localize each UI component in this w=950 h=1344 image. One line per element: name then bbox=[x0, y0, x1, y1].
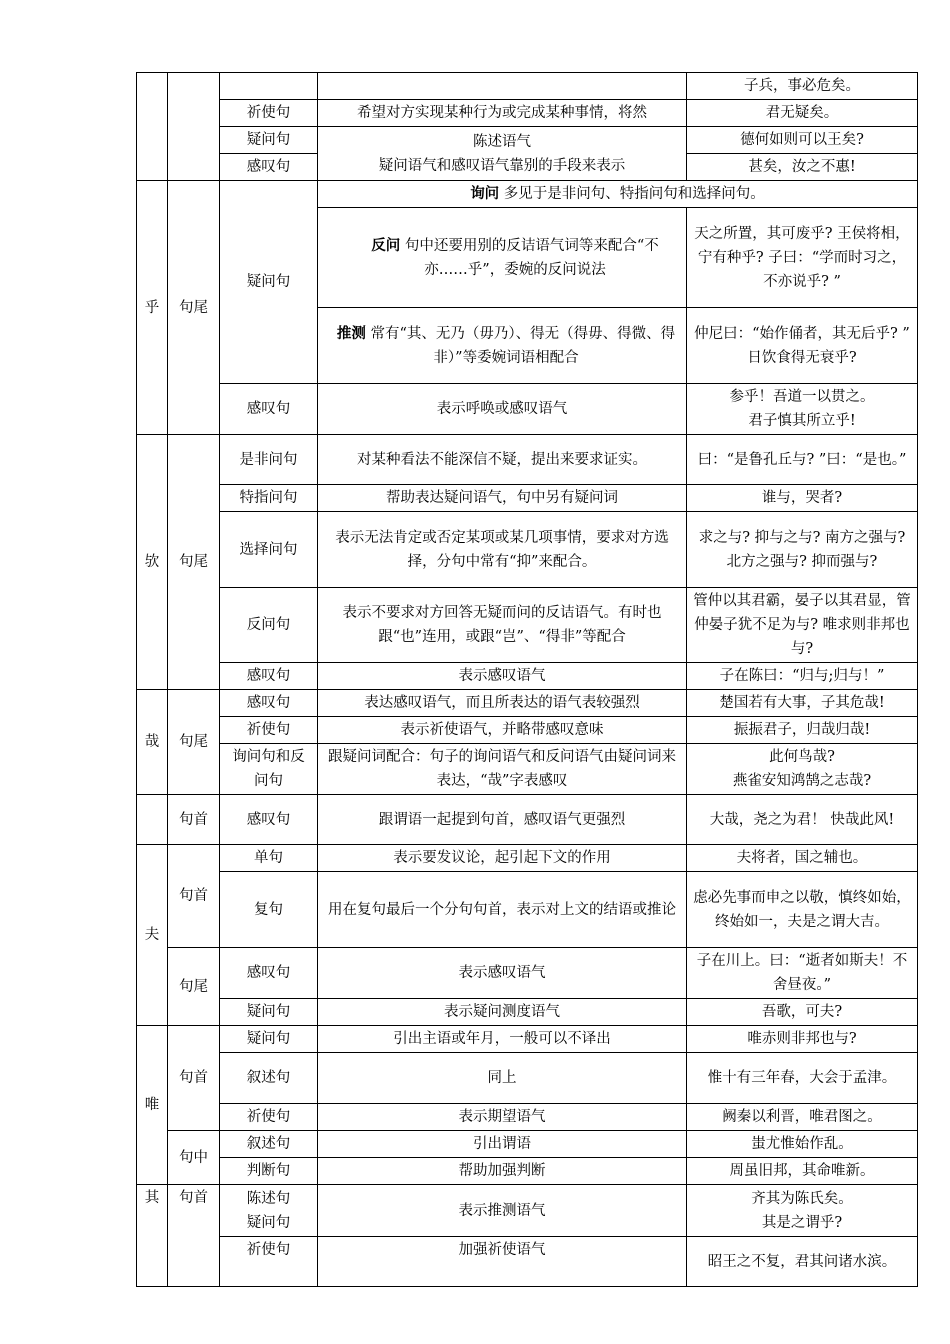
desc-cell: 表示祈使语气，并略带感叹意味 bbox=[318, 717, 687, 744]
example-cell: 君无疑矣。 bbox=[687, 100, 918, 127]
example-cell bbox=[687, 1185, 918, 1237]
example-cell: 吾歌，可夫? bbox=[687, 999, 918, 1026]
table-row bbox=[137, 435, 918, 485]
desc-text: 多见于是非问句、特指问句和选择问句。 bbox=[499, 186, 765, 202]
example-cell: 大哉，尧之为君！ 快哉此风! bbox=[687, 795, 918, 845]
type-cell: 叙述句 bbox=[220, 1131, 318, 1158]
example-cell: 子在川上。曰：“逝者如斯夫！不舍昼夜。” bbox=[687, 948, 918, 999]
table-row bbox=[137, 485, 918, 512]
table-row bbox=[137, 948, 918, 999]
table-row bbox=[137, 744, 918, 795]
desc-cell: 表示呼唤或感叹语气 bbox=[318, 384, 687, 435]
desc-text: 常有“其、无乃（毋乃）、得无（得毋、得微、得非）”等委婉词语相配合 bbox=[365, 325, 676, 366]
type-cell: 疑问句 bbox=[220, 181, 318, 384]
desc-cell: 跟谓语一起提到句首，感叹语气更强烈 bbox=[318, 795, 687, 845]
example-cell: 唯赤则非邦也与? bbox=[687, 1026, 918, 1053]
type-cell: 感叹句 bbox=[220, 948, 318, 999]
example-cell: 虑必先事而申之以敬，慎终如始，终始如一，夫是之谓大吉。 bbox=[687, 872, 918, 948]
word-cell: 夫 bbox=[137, 845, 168, 1026]
type-cell: 疑问句 bbox=[220, 999, 318, 1026]
position-cell: 句中 bbox=[168, 1131, 220, 1185]
table-row bbox=[137, 181, 918, 208]
desc-cell: 帮助表达疑问语气，句中另有疑问词 bbox=[318, 485, 687, 512]
example-cell bbox=[687, 384, 918, 435]
example-cell: 振振君子，归哉归哉! bbox=[687, 717, 918, 744]
table-row bbox=[137, 663, 918, 690]
desc-cell: 用在复句最后一个分句句首，表示对上文的结语或推论 bbox=[318, 872, 687, 948]
type-cell: 复句 bbox=[220, 872, 318, 948]
example-line: 此何鸟哉? bbox=[769, 749, 835, 765]
example-cell: 求之与? 抑与之与? 南方之强与? 北方之强与? 抑而强与? bbox=[687, 512, 918, 588]
type-cell: 祈使句 bbox=[220, 717, 318, 744]
type-line: 疑问句 bbox=[246, 1214, 291, 1231]
desc-cell: 表示无法肯定或否定某项或某几项事情，要求对方选择，分句中常有“抑”来配合。 bbox=[318, 512, 687, 588]
type-line: 陈述句 bbox=[246, 1190, 291, 1207]
position-cell: 句首 bbox=[168, 1185, 220, 1287]
table-row bbox=[137, 384, 918, 435]
example-line: 君子慎其所立乎! bbox=[748, 413, 856, 429]
table-row bbox=[137, 1131, 918, 1158]
table-row bbox=[137, 100, 918, 127]
desc-cell: 帮助加强判断 bbox=[318, 1158, 687, 1185]
example-cell: 夫将者，国之辅也。 bbox=[687, 845, 918, 872]
example-cell: 仲尼曰：“始作俑者，其无后乎? ” 日饮食得无衰乎? bbox=[687, 308, 918, 384]
word-cell bbox=[137, 73, 168, 181]
type-cell: 询问句和反问句 bbox=[220, 744, 318, 795]
position-cell: 句首 bbox=[168, 845, 220, 948]
example-line: 参乎！吾道一以贯之。 bbox=[729, 389, 875, 405]
desc-cell: 表示感叹语气 bbox=[318, 948, 687, 999]
type-cell: 感叹句 bbox=[220, 690, 318, 717]
type-cell: 感叹句 bbox=[220, 795, 318, 845]
example-cell: 甚矣，汝之不惠! bbox=[687, 154, 918, 181]
desc-cell: 希望对方实现某种行为或完成某种事情，将然 bbox=[318, 100, 687, 127]
table-row bbox=[137, 1104, 918, 1131]
example-line: 齐其为陈氏矣。 bbox=[751, 1190, 853, 1207]
position-cell: 句尾 bbox=[168, 435, 220, 690]
type-cell bbox=[220, 73, 318, 100]
type-cell: 感叹句 bbox=[220, 154, 318, 181]
desc-cell bbox=[318, 181, 918, 208]
position-cell: 句首 bbox=[168, 1026, 220, 1131]
example-cell: 蚩尤惟始作乱。 bbox=[687, 1131, 918, 1158]
table-row bbox=[137, 1158, 918, 1185]
desc-cell: 引出主语或年月，一般可以不译出 bbox=[318, 1026, 687, 1053]
word-cell: 唯 bbox=[137, 1026, 168, 1185]
type-cell: 判断句 bbox=[220, 1158, 318, 1185]
bold-term: 推测 bbox=[336, 324, 366, 342]
type-cell: 反问句 bbox=[220, 588, 318, 663]
example-cell: 子兵，事必危矣。 bbox=[687, 73, 918, 100]
desc-cell: 跟疑问词配合：句子的询问语气和反问语气由疑问词来表达，“哉”字表感叹 bbox=[318, 744, 687, 795]
desc-line: 疑问语气和感叹语气靠别的手段来表示 bbox=[378, 157, 626, 174]
example-cell: 子在陈曰：“归与;归与！” bbox=[687, 663, 918, 690]
example-line: 其是之谓乎? bbox=[761, 1214, 843, 1231]
table-row bbox=[137, 73, 918, 100]
word-cell: 其 bbox=[137, 1185, 168, 1287]
desc-cell bbox=[318, 127, 687, 181]
example-cell: 昭王之不复，君其问诸水滨。 bbox=[687, 1237, 918, 1287]
desc-cell: 加强祈使语气 bbox=[318, 1237, 687, 1287]
word-cell: 哉 bbox=[137, 690, 168, 795]
example-cell: 惟十有三年春，大会于孟津。 bbox=[687, 1053, 918, 1104]
position-cell bbox=[168, 73, 220, 181]
example-line: 燕雀安知鸿鹄之志哉? bbox=[732, 773, 872, 789]
example-cell: 德何如则可以王矣? bbox=[687, 127, 918, 154]
word-cell: 乎 bbox=[137, 181, 168, 435]
table-row bbox=[137, 1053, 918, 1104]
example-cell bbox=[687, 744, 918, 795]
type-cell: 单句 bbox=[220, 845, 318, 872]
position-cell: 句首 bbox=[168, 795, 220, 845]
particle-table bbox=[136, 72, 925, 1287]
type-cell: 感叹句 bbox=[220, 384, 318, 435]
word-cell: 欤 bbox=[137, 435, 168, 690]
example-cell: 曰：“是鲁孔丘与? ”曰：“是也。” bbox=[687, 435, 918, 485]
position-cell: 句尾 bbox=[168, 181, 220, 435]
type-cell bbox=[220, 1185, 318, 1237]
word-cell bbox=[137, 795, 168, 845]
type-cell: 疑问句 bbox=[220, 1026, 318, 1053]
table-row bbox=[137, 872, 918, 948]
type-cell: 祈使句 bbox=[220, 1237, 318, 1287]
example-cell: 谁与，哭者? bbox=[687, 485, 918, 512]
type-cell: 祈使句 bbox=[220, 1104, 318, 1131]
bold-term: 反问 bbox=[371, 236, 401, 254]
desc-cell: 对某种看法不能深信不疑，提出来要求证实。 bbox=[318, 435, 687, 485]
type-cell: 疑问句 bbox=[220, 127, 318, 154]
position-cell: 句尾 bbox=[168, 690, 220, 795]
table-row bbox=[137, 999, 918, 1026]
desc-cell: 同上 bbox=[318, 1053, 687, 1104]
type-cell: 感叹句 bbox=[220, 663, 318, 690]
desc-cell bbox=[318, 308, 687, 384]
table-row bbox=[137, 1026, 918, 1053]
example-cell: 阙秦以利晋，唯君图之。 bbox=[687, 1104, 918, 1131]
position-cell: 句尾 bbox=[168, 948, 220, 1026]
example-cell: 楚国若有大事，子其危哉! bbox=[687, 690, 918, 717]
desc-text: 句中还要用别的反诘语气词等来配合“不亦……乎”，委婉的反问说法 bbox=[400, 237, 659, 278]
table-row bbox=[137, 127, 918, 154]
type-cell: 叙述句 bbox=[220, 1053, 318, 1104]
type-cell: 是非问句 bbox=[220, 435, 318, 485]
type-cell: 特指问句 bbox=[220, 485, 318, 512]
type-cell: 选择问句 bbox=[220, 512, 318, 588]
bold-term: 询问 bbox=[470, 185, 500, 202]
type-cell: 祈使句 bbox=[220, 100, 318, 127]
desc-cell: 表示不要求对方回答无疑而问的反诘语气。有时也跟“也”连用，或跟“岂”、“得非”等配合 bbox=[318, 588, 687, 663]
desc-cell bbox=[318, 73, 687, 100]
desc-cell: 表达感叹语气，而且所表达的语气表较强烈 bbox=[318, 690, 687, 717]
desc-cell: 表示要发议论，起引起下文的作用 bbox=[318, 845, 687, 872]
example-cell: 管仲以其君霸，晏子以其君显，管仲晏子犹不足为与? 唯求则非邦也与? bbox=[687, 588, 918, 663]
table-row bbox=[137, 512, 918, 588]
table-row bbox=[137, 845, 918, 872]
table-row bbox=[137, 588, 918, 663]
desc-cell: 表示感叹语气 bbox=[318, 663, 687, 690]
desc-line: 陈述语气 bbox=[473, 133, 531, 150]
desc-cell bbox=[318, 208, 687, 308]
desc-cell: 表示期望语气 bbox=[318, 1104, 687, 1131]
table-row bbox=[137, 795, 918, 845]
example-cell: 周虽旧邦，其命唯新。 bbox=[687, 1158, 918, 1185]
table-row bbox=[137, 690, 918, 717]
table-row bbox=[137, 717, 918, 744]
desc-cell: 表示疑问测度语气 bbox=[318, 999, 687, 1026]
desc-cell: 表示推测语气 bbox=[318, 1185, 687, 1237]
table-row bbox=[137, 1185, 918, 1237]
example-cell: 天之所置，其可废乎? 王侯将相，宁有种乎? 子曰：“学而时习之，不亦说乎? ” bbox=[687, 208, 918, 308]
table-row bbox=[137, 1237, 918, 1287]
desc-cell: 引出谓语 bbox=[318, 1131, 687, 1158]
